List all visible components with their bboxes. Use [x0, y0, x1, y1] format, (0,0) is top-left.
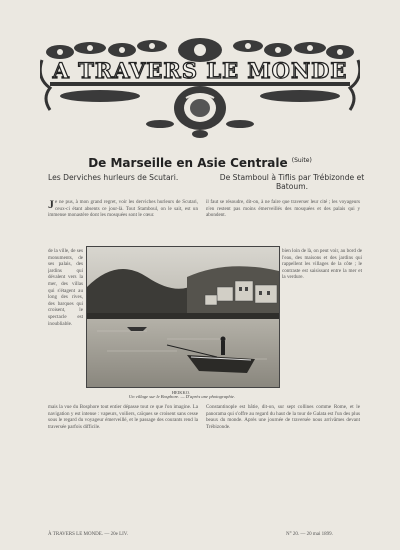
bosphorus-photo — [86, 246, 280, 388]
bosphorus-photo-graphic — [87, 247, 279, 387]
column-left-top-text: e ne pus, à mon grand regret, voir les derviches hurleurs de Scutari, ceux-ci étant absents ce jour-là. Tout Stamboul, on le sait, est un immense monastère dont les mosquées sont le cœur. — [48, 199, 198, 219]
column-left-narrow: de la ville, de ses monuments, de ses palais, des jardins qui dévalent vers la mer, des villas qui s'étagent au long des rives, des barques qui croisent, le spectacle est inoubliable. — [48, 248, 83, 327]
dropcap: J — [48, 199, 54, 211]
column-right-narrow: bien loin de là, on peut voir, au bord de l'eau, des maisons et des jardins qui rappellent les villages de la côte ; le contraste est saisissant entre la mer et la verdure. — [282, 248, 362, 281]
photo-signature: HEIKKO. — [171, 390, 191, 395]
column-right-top: il faut se résoudre, dit-on, à ne faire que traverser leur cité ; les voyageurs n'en restent pas moins émerveillés des mosquées et des palais qui y abondent. — [206, 199, 360, 219]
subtitle-left: Les Derviches hurleurs de Scutari. — [48, 173, 179, 182]
masthead-ornament-graphic — [40, 38, 360, 138]
column-left-bottom: mais la vue du Bosphore tout entier dépasse tout ce que l'on imagine. La navigation y est intense : vapeurs, voiliers, caïques se croisent sans cesse sous le regard du voyageur émerveillé, et le passage des courants rend la traversée parfois difficile. — [48, 404, 198, 430]
column-left-top — [48, 199, 198, 245]
footer-left: À TRAVERS LE MONDE. — 20e LIV. — [48, 532, 129, 537]
article-title-text: De Marseille en Asie Centrale — [88, 156, 288, 170]
column-right-bottom: Constantinople est bâtie, dit-on, sur sept collines comme Rome, et le panorama qui s'offre au regard du haut de la tour de Galata est l'un des plus beaux du monde. Après une journée de traversée nous arrivâmes devant Trébizonde. — [206, 404, 360, 430]
article-title-note: (Suite) — [291, 157, 312, 164]
article-title — [0, 156, 400, 170]
footer-right: N° 20. — 20 mai 1899. — [286, 532, 333, 537]
subtitle-right: De Stamboul à Tiflis par Trébizonde et Batoum. — [219, 173, 365, 191]
photo-caption: Un village sur le Bosphore. — D'après une photographie. — [128, 394, 236, 399]
masthead-title: A TRAVERS LE MONDE — [52, 58, 348, 83]
masthead-banner — [40, 38, 360, 138]
